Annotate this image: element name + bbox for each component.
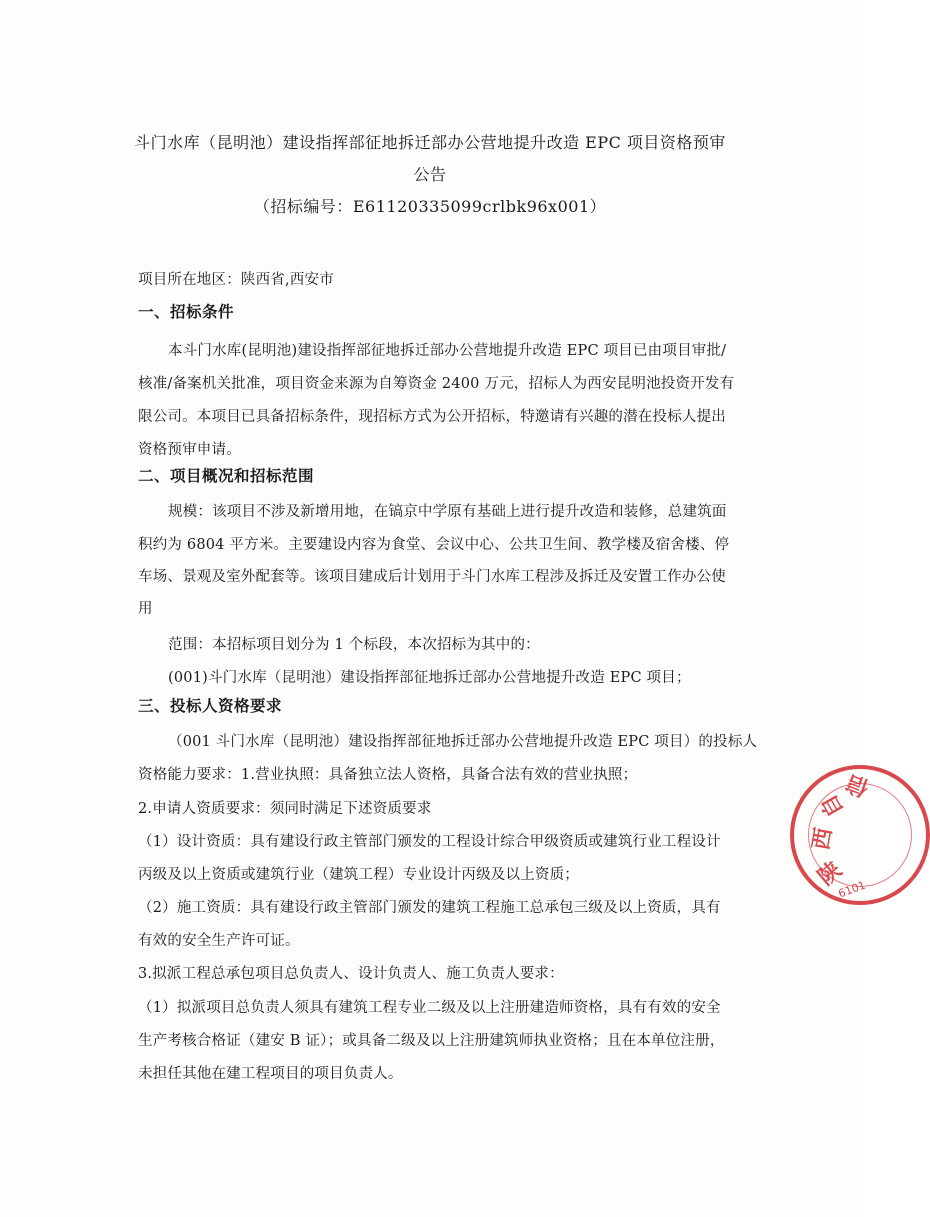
paragraph-line: 规模：该项目不涉及新增用地，在镐京中学原有基础上进行提升改造和装修，总建筑面 [168, 504, 727, 520]
section-heading-project-overview: 二、项目概况和招标范围 [138, 467, 315, 485]
paragraph-line: 3.拟派工程总承包项目总负责人、设计负责人、施工负责人要求： [138, 966, 564, 982]
official-seal [790, 765, 930, 905]
paragraph-line: 2.申请人资质要求：须同时满足下述资质要求 [138, 801, 432, 817]
paragraph-line: 核准/备案机关批准，项目资金来源为自筹资金 2400 万元，招标人为西安昆明池投资开发有 [138, 376, 735, 392]
section-heading-bidder-qualifications: 三、投标人资格要求 [138, 697, 283, 715]
seal-char: 陕 [813, 857, 847, 891]
paragraph-line: （1）拟派项目总负责人须具有建筑工程专业二级及以上注册建造师资格，具有有效的安全 [138, 1000, 721, 1016]
section-heading-bidding-conditions: 一、招标条件 [138, 303, 235, 321]
scope-line: 范围：本招标项目划分为 1 个标段，本次招标为其中的： [168, 637, 540, 653]
paragraph-line: （1）设计资质：具有建设行政主管部门颁发的工程设计综合甲级资质或建筑行业工程设计 [138, 834, 721, 850]
paragraph-line: 未担任其他在建工程项目的项目负责人。 [138, 1066, 403, 1082]
seal-char: 西 [808, 825, 838, 852]
paragraph-line: 用 [138, 601, 153, 617]
paragraph-line: 限公司。本项目已具备招标条件，现招标方式为公开招标，特邀请有兴趣的潜在投标人提出 [138, 409, 726, 425]
bid-number: （招标编号：E61120335099crlbk96x001） [253, 197, 607, 216]
paragraph-line: （2）施工资质：具有建设行政主管部门颁发的建筑工程施工总承包三级及以上资质，具有 [138, 900, 721, 916]
seal-digits: 6101 [836, 878, 868, 901]
paragraph-line: 积约为 6804 平方米。主要建设内容为食堂、会议中心、公共卫生间、教学楼及宿舍楼、停 [138, 537, 730, 553]
document-title: 斗门水库（昆明池）建设指挥部征地拆迁部办公营地提升改造 EPC 项目资格预审 [134, 133, 726, 152]
paragraph-line: 资格能力要求：1.营业执照：具备独立法人资格，具备合法有效的营业执照； [138, 767, 638, 783]
seal-char: 自 [816, 789, 850, 822]
seal-char: 信 [843, 769, 873, 801]
paragraph-line: 生产考核合格证（建安 B 证）；或具备二级及以上注册建筑师执业资格；且在本单位注册， [138, 1033, 725, 1049]
paragraph-line: 有效的安全生产许可证。 [138, 933, 300, 949]
paragraph-line: （001 斗门水库（昆明池）建设指挥部征地拆迁部办公营地提升改造 EPC 项目）的投标人 [168, 734, 758, 750]
lot-line: (001)斗门水库（昆明池）建设指挥部征地拆迁部办公营地提升改造 EPC 项目； [168, 670, 691, 686]
paragraph-line: 车场、景观及室外配套等。该项目建成后计划用于斗门水库工程涉及拆迁及安置工作办公使 [138, 569, 726, 585]
project-region: 项目所在地区：陕西省,西安市 [138, 272, 334, 288]
document-title-continued: 公告 [413, 165, 447, 184]
paragraph-line: 本斗门水库(昆明池)建设指挥部征地拆迁部办公营地提升改造 EPC 项目已由项目审批/ [168, 343, 727, 359]
paragraph-line: 资格预审申请。 [138, 442, 241, 458]
paragraph-line: 丙级及以上资质或建筑行业（建筑工程）专业设计丙级及以上资质； [138, 867, 579, 883]
